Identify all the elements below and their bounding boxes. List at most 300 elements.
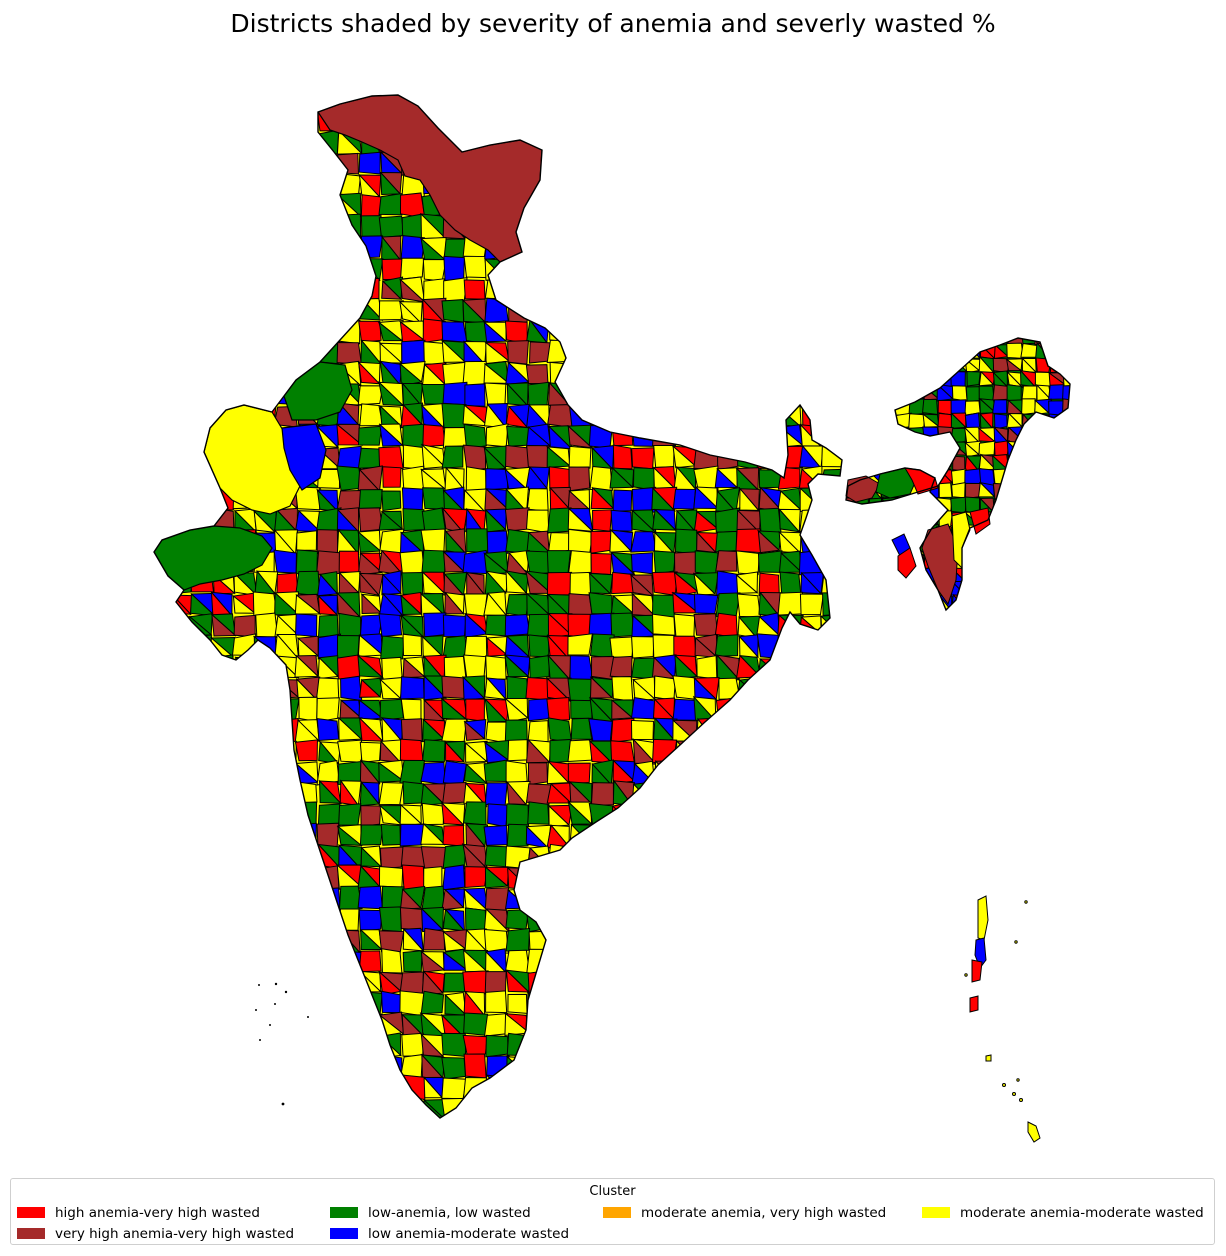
district <box>570 930 592 953</box>
district <box>442 300 464 323</box>
district <box>736 529 761 553</box>
district <box>841 532 864 554</box>
district <box>569 384 589 404</box>
district <box>193 237 213 257</box>
district <box>759 382 780 404</box>
district <box>591 1098 612 1120</box>
district <box>757 424 782 448</box>
district <box>801 677 823 698</box>
district <box>694 341 719 364</box>
district <box>799 1097 823 1118</box>
district <box>652 151 674 173</box>
district <box>591 928 614 950</box>
district <box>632 637 654 658</box>
district <box>780 1096 803 1120</box>
district <box>548 508 571 533</box>
district <box>633 342 654 364</box>
district <box>548 405 572 428</box>
district <box>275 1012 298 1036</box>
district <box>464 1120 487 1141</box>
district <box>1063 345 1079 359</box>
district <box>911 499 925 513</box>
district <box>883 385 897 400</box>
district <box>526 865 547 888</box>
district <box>937 609 952 625</box>
district <box>612 846 634 867</box>
district <box>401 719 422 742</box>
district <box>359 910 382 931</box>
district <box>923 371 938 386</box>
district <box>801 340 823 365</box>
island-dot <box>1025 901 1027 903</box>
district <box>613 907 634 931</box>
district <box>383 1078 404 1099</box>
district <box>297 1037 319 1058</box>
district <box>840 413 853 429</box>
district <box>842 761 866 784</box>
district <box>694 845 718 866</box>
district <box>737 1036 759 1055</box>
district <box>896 457 910 470</box>
island-dot <box>1015 941 1017 943</box>
district <box>676 217 698 238</box>
district <box>993 553 1009 568</box>
district <box>821 88 845 113</box>
district <box>676 109 695 130</box>
district <box>486 722 507 743</box>
district <box>868 401 882 414</box>
district <box>820 217 843 239</box>
district <box>698 994 715 1016</box>
district <box>572 991 591 1014</box>
district <box>1050 455 1064 471</box>
district <box>717 760 740 783</box>
district <box>654 342 676 362</box>
district <box>253 804 277 824</box>
district <box>232 279 253 301</box>
district <box>528 991 550 1014</box>
district <box>569 594 593 617</box>
district <box>316 1055 341 1078</box>
district <box>980 581 996 597</box>
district <box>275 846 298 869</box>
district <box>592 867 613 888</box>
district <box>253 677 274 700</box>
district <box>736 889 758 910</box>
district <box>842 1034 864 1058</box>
district <box>547 340 571 362</box>
district <box>295 992 319 1012</box>
district <box>779 89 801 112</box>
district <box>675 89 695 111</box>
district <box>738 278 761 301</box>
district <box>233 89 256 111</box>
district <box>528 802 549 824</box>
district <box>821 1033 842 1058</box>
district <box>191 215 213 239</box>
district <box>867 540 880 554</box>
district <box>631 154 655 175</box>
district <box>821 173 843 194</box>
district <box>170 363 190 386</box>
district <box>569 467 590 491</box>
district <box>1036 499 1050 513</box>
district <box>1051 469 1063 485</box>
district <box>633 804 653 827</box>
district <box>843 320 864 343</box>
district <box>148 676 171 698</box>
district <box>800 994 824 1013</box>
district <box>190 782 214 804</box>
district <box>842 214 864 238</box>
district <box>822 279 845 299</box>
district <box>550 362 572 385</box>
district <box>317 151 337 175</box>
district <box>760 974 778 993</box>
district <box>254 172 276 196</box>
district <box>715 362 739 386</box>
district <box>402 1033 424 1056</box>
district <box>801 256 823 280</box>
district <box>149 866 169 887</box>
district <box>190 1099 214 1121</box>
district <box>548 930 571 953</box>
district <box>953 610 968 623</box>
district <box>338 740 362 762</box>
district <box>737 594 760 617</box>
district <box>192 151 214 175</box>
district <box>590 973 614 995</box>
district <box>800 236 822 259</box>
district <box>403 1075 425 1100</box>
district <box>632 448 654 469</box>
district <box>782 235 801 256</box>
district <box>170 614 191 638</box>
district <box>631 112 654 133</box>
district <box>737 405 760 427</box>
district <box>611 382 635 403</box>
district <box>193 383 214 404</box>
district <box>677 131 695 153</box>
district <box>568 1033 592 1057</box>
district <box>148 110 171 132</box>
district <box>254 197 278 218</box>
district <box>717 382 740 404</box>
district <box>716 153 737 173</box>
district <box>842 1055 865 1077</box>
district <box>717 1120 740 1139</box>
district <box>925 456 937 471</box>
district <box>589 89 612 112</box>
district <box>170 1078 194 1099</box>
district <box>717 321 737 342</box>
district <box>296 259 318 280</box>
district <box>696 257 718 281</box>
district <box>737 1119 759 1142</box>
district <box>169 908 194 930</box>
district <box>842 635 865 657</box>
district <box>255 259 278 279</box>
district <box>568 886 593 910</box>
district <box>506 277 530 301</box>
district <box>403 509 424 531</box>
district <box>715 865 739 889</box>
district <box>148 133 170 155</box>
district <box>1064 539 1079 554</box>
district <box>738 299 760 322</box>
district <box>1023 497 1036 514</box>
district <box>236 298 254 321</box>
district <box>610 320 634 343</box>
district <box>337 1035 362 1055</box>
district <box>868 359 881 372</box>
district <box>151 424 172 446</box>
district <box>464 655 486 679</box>
district <box>780 846 803 867</box>
district <box>801 760 824 784</box>
district <box>674 866 697 890</box>
district <box>1037 527 1051 542</box>
district <box>881 456 896 470</box>
district <box>841 511 865 531</box>
district <box>675 1098 694 1121</box>
district <box>149 173 169 197</box>
district <box>697 972 717 994</box>
district <box>698 718 719 743</box>
district <box>845 279 866 298</box>
district <box>526 257 550 280</box>
district <box>1064 539 1079 555</box>
district <box>673 1035 697 1057</box>
district <box>253 592 277 616</box>
district <box>739 931 759 952</box>
district <box>654 676 675 700</box>
district <box>697 719 716 743</box>
district <box>214 194 233 216</box>
district <box>526 551 550 574</box>
district <box>253 950 277 973</box>
district <box>855 357 869 372</box>
district <box>801 907 822 931</box>
district <box>758 659 782 678</box>
district <box>694 868 716 888</box>
district <box>632 1098 656 1119</box>
district <box>358 448 381 468</box>
district <box>465 110 487 133</box>
district <box>757 742 779 763</box>
district <box>631 362 653 383</box>
district <box>570 278 590 302</box>
district <box>442 446 463 468</box>
district <box>150 89 171 111</box>
district <box>232 846 254 868</box>
district <box>149 655 170 679</box>
district <box>339 1013 362 1037</box>
district <box>715 613 737 638</box>
district <box>485 783 507 806</box>
district <box>592 173 612 196</box>
district <box>381 636 405 659</box>
district <box>611 718 634 742</box>
district <box>170 1054 192 1078</box>
district <box>485 888 508 912</box>
district <box>191 824 213 845</box>
district <box>675 1015 698 1037</box>
district <box>570 238 593 258</box>
district <box>549 236 570 259</box>
district <box>801 823 822 846</box>
district <box>591 152 613 174</box>
district <box>778 1054 802 1075</box>
district <box>1009 540 1022 553</box>
district <box>738 151 758 174</box>
district <box>841 91 866 112</box>
district <box>779 89 800 112</box>
district <box>800 1120 824 1142</box>
district <box>171 1119 192 1140</box>
district <box>235 845 256 868</box>
district <box>868 399 883 414</box>
district <box>212 949 234 972</box>
district <box>547 196 570 216</box>
district <box>463 971 488 994</box>
district <box>170 341 194 364</box>
district <box>1064 554 1079 567</box>
district <box>214 90 233 111</box>
district <box>1008 541 1022 553</box>
district <box>150 972 172 993</box>
district <box>233 762 256 783</box>
district <box>821 1117 843 1141</box>
district <box>591 845 614 867</box>
district <box>212 992 235 1014</box>
district <box>191 887 213 911</box>
district <box>233 260 256 282</box>
district <box>610 991 634 1016</box>
district <box>296 571 320 596</box>
district <box>800 866 822 889</box>
district <box>316 949 339 972</box>
district <box>799 340 820 365</box>
district <box>633 1013 654 1033</box>
district <box>799 887 824 909</box>
district <box>341 1097 362 1118</box>
district <box>694 281 716 301</box>
district <box>715 930 736 952</box>
district <box>779 784 800 806</box>
district <box>718 718 739 742</box>
district <box>317 931 339 953</box>
district <box>1050 569 1064 582</box>
district <box>780 235 801 257</box>
district <box>736 971 759 993</box>
district <box>298 886 318 910</box>
district <box>800 217 823 239</box>
district <box>653 132 677 153</box>
district <box>654 1099 674 1120</box>
district <box>938 456 952 470</box>
district <box>614 195 633 216</box>
district <box>171 970 192 995</box>
district <box>895 597 911 611</box>
district <box>211 678 233 701</box>
district <box>316 301 339 321</box>
district <box>842 972 866 994</box>
district <box>547 109 572 131</box>
district <box>547 572 571 595</box>
district <box>822 991 842 1015</box>
district <box>757 679 781 701</box>
district <box>653 614 675 635</box>
district <box>737 383 761 406</box>
district <box>232 109 256 131</box>
district <box>402 214 423 238</box>
district <box>191 972 215 994</box>
district <box>589 825 612 845</box>
district <box>653 804 678 825</box>
district <box>611 133 634 154</box>
district <box>675 278 696 300</box>
district <box>149 1077 173 1099</box>
district <box>318 1077 340 1100</box>
district <box>613 490 632 511</box>
district <box>171 763 192 782</box>
district <box>758 701 781 720</box>
district <box>881 414 896 428</box>
district <box>719 1013 737 1037</box>
district <box>213 1057 235 1078</box>
district <box>172 928 192 953</box>
district <box>841 357 855 373</box>
district <box>401 1055 422 1078</box>
district <box>614 970 635 992</box>
district <box>897 610 909 625</box>
district <box>779 909 802 932</box>
district <box>296 1077 320 1099</box>
district <box>967 372 980 387</box>
district <box>508 341 529 365</box>
district <box>570 151 590 173</box>
district <box>842 804 863 824</box>
district <box>295 928 320 952</box>
district <box>317 319 340 344</box>
district <box>149 278 173 302</box>
district <box>190 847 214 868</box>
district <box>424 613 446 637</box>
district <box>319 1077 341 1096</box>
district <box>589 593 612 614</box>
district <box>338 446 362 469</box>
district <box>760 1056 782 1079</box>
district <box>854 400 869 414</box>
district <box>923 359 938 371</box>
district <box>801 636 824 659</box>
district <box>571 1055 593 1078</box>
district <box>740 215 760 239</box>
district <box>778 1120 799 1142</box>
district <box>505 508 529 531</box>
district <box>1007 511 1022 525</box>
district <box>464 256 487 277</box>
district <box>631 992 656 1014</box>
district <box>297 341 317 365</box>
district <box>486 424 508 447</box>
district <box>296 614 317 637</box>
district <box>844 446 865 468</box>
district <box>778 172 800 195</box>
district <box>759 298 782 321</box>
district <box>1036 512 1049 527</box>
